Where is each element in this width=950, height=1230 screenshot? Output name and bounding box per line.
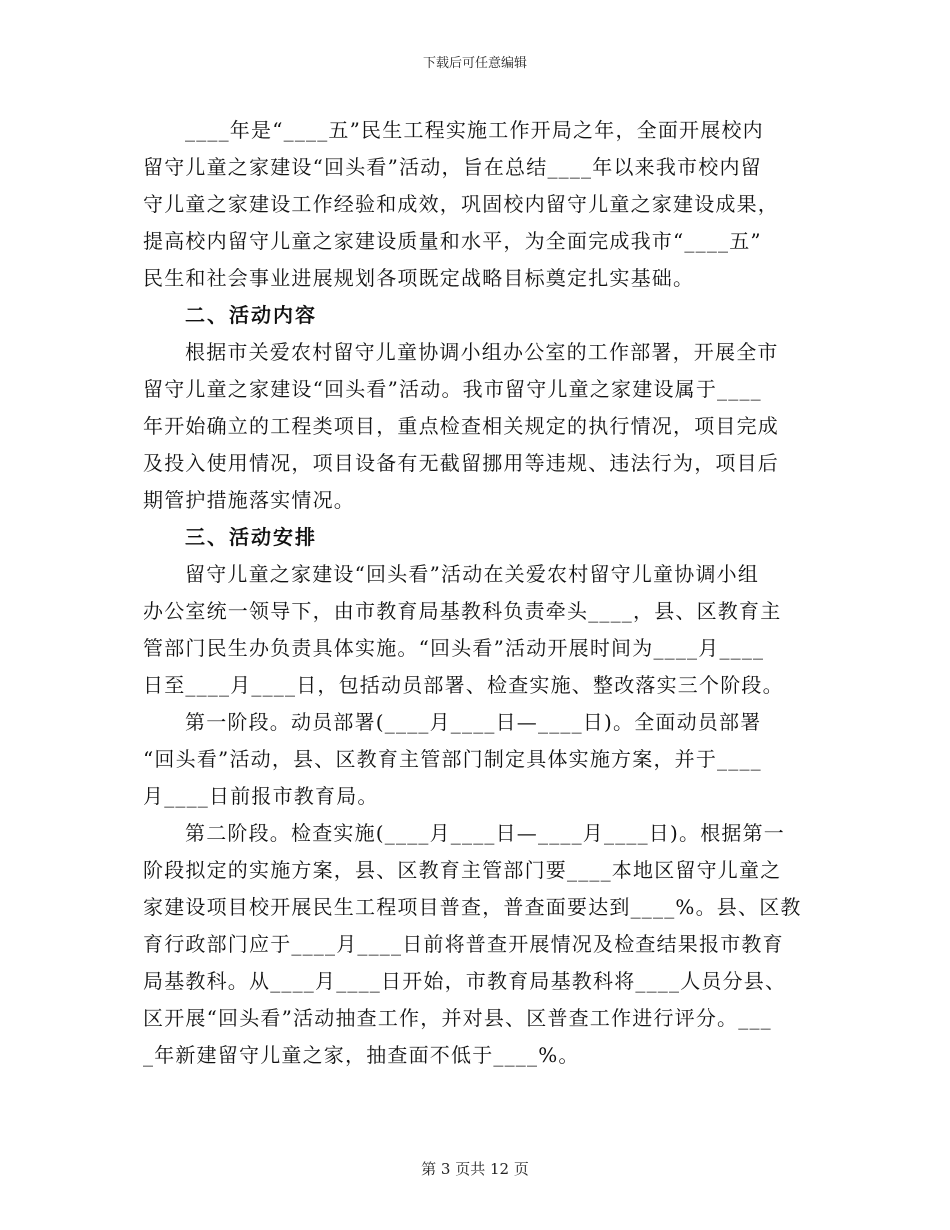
page-footer: 第 3 页共 12 页 xyxy=(421,1160,529,1178)
text-line: 家建设项目校开展民生工程项目普查，普查面要达到____%。县、区教 xyxy=(143,895,802,919)
text-line: 留守儿童之家建设“回头看”活动。我市留守儿童之家建设属于____ xyxy=(143,377,762,401)
text-line: _年新建留守儿童之家，抽查面不低于____%。 xyxy=(143,1043,580,1067)
text-line: 日至____月____日，包括动员部署、检查实施、整改落实三个阶段。 xyxy=(143,673,784,697)
text-line: 区开展“回头看”活动抽查工作，并对县、区普查工作进行评分。___ xyxy=(143,1006,772,1030)
document-body xyxy=(143,112,803,1074)
text-line: 育行政部门应于____月____日前将普查开展情况及检查结果报市教育 xyxy=(143,932,784,956)
page-header: 下载后可任意编辑 xyxy=(422,56,527,71)
text-line: 守儿童之家建设工作经验和成效，巩固校内留守儿童之家建设成果， xyxy=(143,192,779,216)
text-line: 留守儿童之家建设“回头看”活动在关爱农村留守儿童协调小组 xyxy=(185,562,760,586)
text-line: 办公室统一领导下，由市教育局基教科负责牵头____，县、区教育主 xyxy=(143,599,782,623)
text-line: 及投入使用情况，项目设备有无截留挪用等违规、违法行为，项目后 xyxy=(143,451,779,475)
text-line: 期管护措施落实情况。 xyxy=(143,488,355,512)
text-line: 第二阶段。检查实施(____月____日—____月____日)。根据第一 xyxy=(185,821,786,845)
text-line: 民生和社会事业进展规划各项既定战略目标奠定扎实基础。 xyxy=(143,266,695,290)
text-line: 局基教科。从____月____日开始，市教育局基教科将____人员分县、 xyxy=(143,969,787,993)
text-line: ____年是“____五”民生工程实施工作开局之年，全面开展校内 xyxy=(185,118,764,142)
section-heading: 二、活动内容 xyxy=(185,303,317,327)
text-line: “回头看”活动，县、区教育主管部门制定具体实施方案，并于____ xyxy=(143,747,762,771)
section-heading: 三、活动安排 xyxy=(185,525,317,549)
text-line: 管部门民生办负责具体实施。“回头看”活动开展时间为____月____ xyxy=(143,636,765,660)
text-line: 年开始确立的工程类项目，重点检查相关规定的执行情况，项目完成 xyxy=(143,414,779,438)
text-line: 留守儿童之家建设“回头看”活动，旨在总结____年以来我市校内留 xyxy=(143,155,762,179)
text-line: 阶段拟定的实施方案，县、区教育主管部门要____本地区留守儿童之 xyxy=(143,858,782,882)
text-line: 月____日前报市教育局。 xyxy=(143,784,379,808)
text-line: 根据市关爱农村留守儿童协调小组办公室的工作部署，开展全市 xyxy=(185,340,779,364)
text-line: 提高校内留守儿童之家建设质量和水平，为全面完成我市“____五” xyxy=(143,229,762,253)
text-line: 第一阶段。动员部署(____月____日—____日)。全面动员部署 xyxy=(185,710,762,734)
